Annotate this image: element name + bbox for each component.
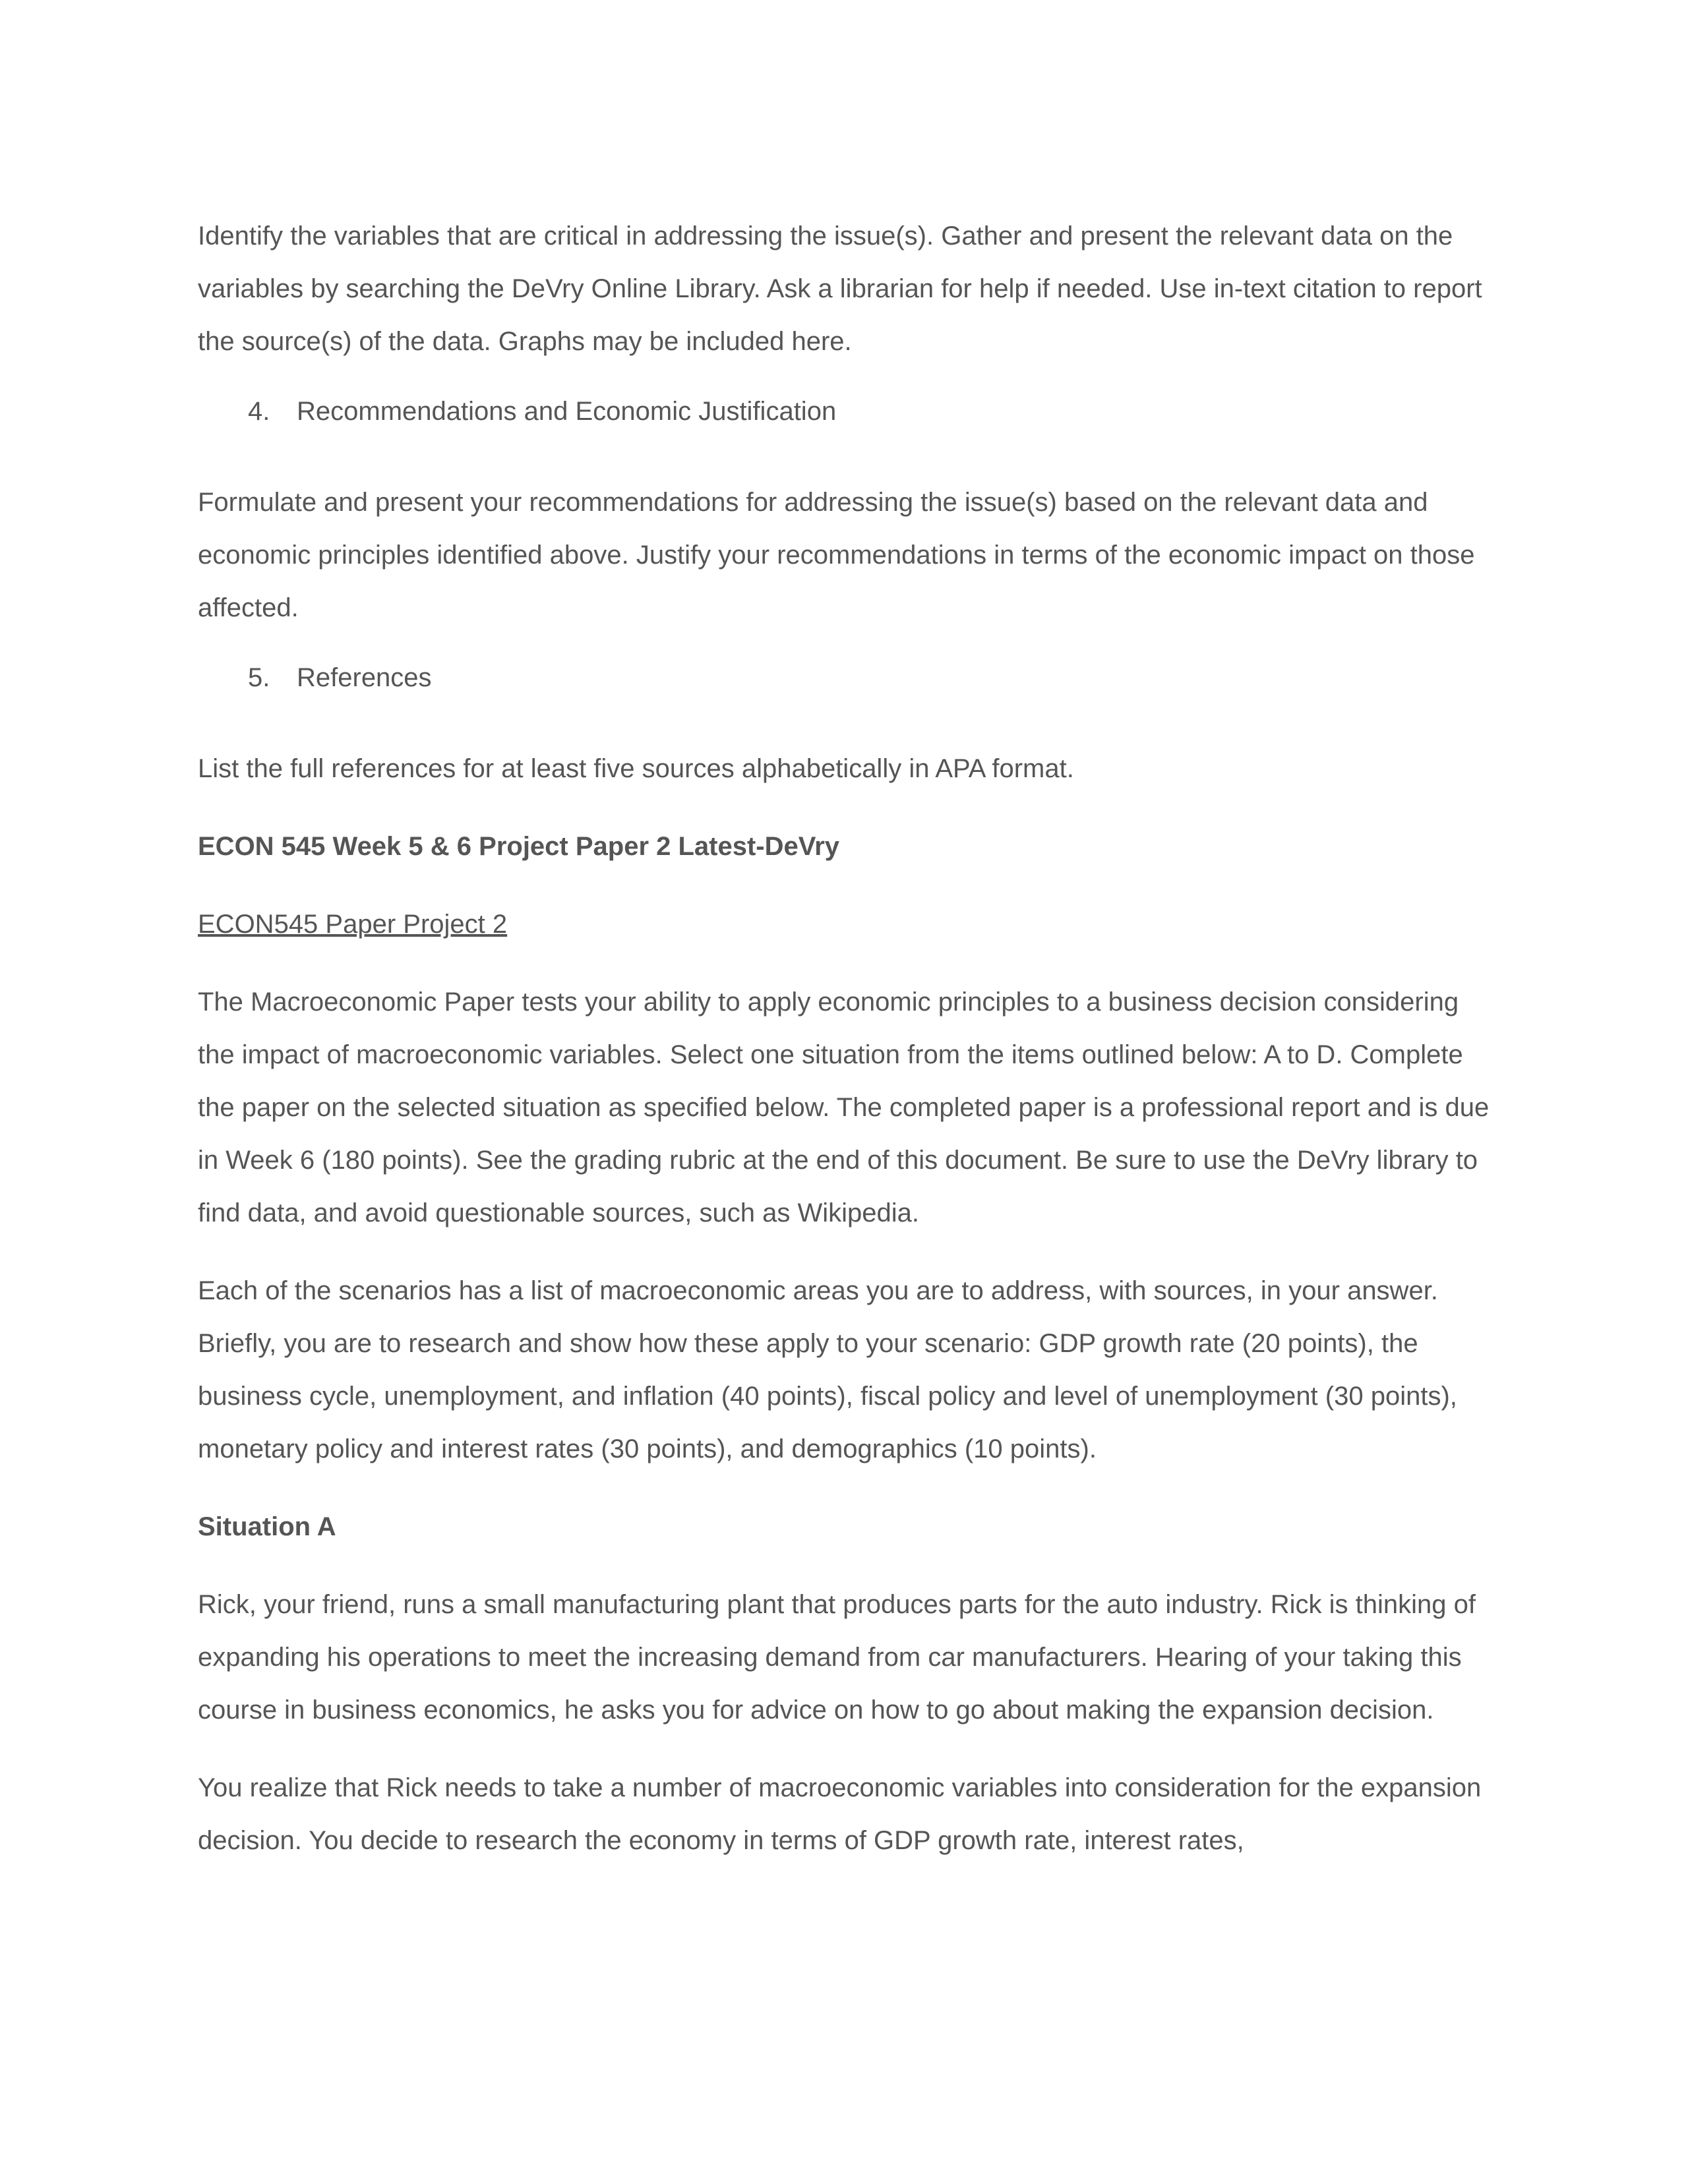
paragraph-references: List the full references for at least five sources alphabetically in APA format.: [198, 754, 1074, 783]
paragraph-recommendations: Formulate and present your recommendations for addressing the issue(s) based on the relevant data and economic principles identified above. Justify your recommendations in terms of the economic impact on those affected.: [198, 488, 1475, 622]
paragraph-macro-variables: You realize that Rick needs to take a number of macroeconomic variables into consideration for the expansion decision. You decide to research the economy in terms of GDP growth rate, interest rates,: [198, 1773, 1482, 1855]
paragraph-rick: Rick, your friend, runs a small manufacturing plant that produces parts for the auto industry. Rick is thinking of expanding his operations to meet the increasing demand from car manufacturers. Hearing of your taking this course in business economics, he asks you for advice on how to go about making the expansion decision.: [198, 1590, 1476, 1725]
list-label: References: [297, 663, 432, 692]
list-item-recommendations: [198, 385, 1490, 438]
list-number: 5.: [248, 663, 270, 692]
paragraph-variables: Identify the variables that are critical in addressing the issue(s). Gather and present the relevant data on the variables by searching the DeVry Online Library. Ask a librarian for help if needed. Use in-text citation to report the source(s) of the data. Graphs may be included here.: [198, 221, 1482, 356]
paragraph-macroeconomic-paper: The Macroeconomic Paper tests your ability to apply economic principles to a business decision considering the impact of macroeconomic variables. Select one situation from the items outlined below: A to D. Complete the paper on the selected situation as specified below. The completed paper is a professional report and is due in Week 6 (180 points). See the grading rubric at the end of this document. Be sure to use the DeVry library to find data, and avoid questionable sources, such as Wikipedia.: [198, 988, 1490, 1227]
section-heading-situation-a: Situation A: [198, 1512, 336, 1541]
section-heading-project: ECON 545 Week 5 & 6 Project Paper 2 Latest-DeVry: [198, 832, 840, 861]
document-body: [198, 210, 1490, 1867]
list-item-references: [198, 651, 1490, 704]
list-label: Recommendations and Economic Justification: [297, 397, 837, 426]
project-link[interactable]: ECON545 Paper Project 2: [198, 910, 508, 939]
paragraph-scenarios: Each of the scenarios has a list of macroeconomic areas you are to address, with sources, in your answer. Briefly, you are to research and show how these apply to your scenario: GDP growth rate (20 points), the business cycle, unemployment, and inflation (40 points), fiscal policy and level of unemployment (30 points), monetary policy and interest rates (30 points), and demographics (10 points).: [198, 1276, 1457, 1463]
list-number: 4.: [248, 397, 270, 426]
